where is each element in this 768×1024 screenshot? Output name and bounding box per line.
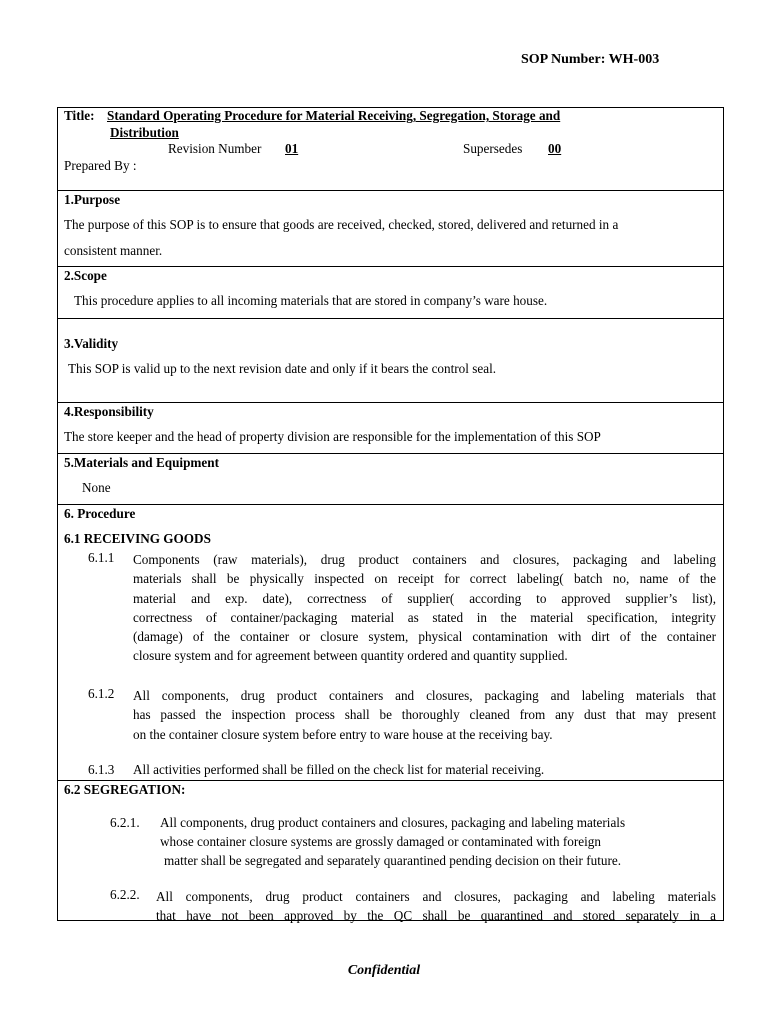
- receiving-item-6-1-2: [133, 686, 716, 744]
- segregation-item-6-2-2: [156, 887, 716, 926]
- segregation-item-6-2-1-line3: matter shall be segregated and separately quarantined pending decision on their future.: [164, 853, 621, 868]
- divider: [57, 453, 724, 454]
- item-number: 6.2.1.: [110, 815, 140, 830]
- item-line: has passed the inspection process shall be thoroughly cleaned from any dust that may present: [133, 707, 716, 723]
- divider: [57, 780, 724, 781]
- item-line: material and exp. date), correctness of supplier( according to approved supplier’s list),: [133, 590, 716, 606]
- item-number: 6.1.1: [88, 550, 115, 565]
- footer-confidential: Confidential: [347, 963, 421, 978]
- segregation-item-6-2-1-line1: All components, drug product containers and closures, packaging and labeling materials: [160, 815, 626, 830]
- procedure-heading: 6. Procedure: [64, 506, 136, 521]
- item-number: 6.1.2: [88, 686, 115, 701]
- item-line: materials shall be physically inspected on receipt for correct labeling( batch no, name of the: [133, 571, 716, 587]
- prepared-by: Prepared By :: [64, 158, 137, 173]
- materials-text: None: [82, 480, 111, 495]
- purpose-heading: 1.Purpose: [64, 192, 121, 207]
- item-line: closure system and for agreement between quantity ordered and quantity supplied.: [133, 648, 568, 664]
- receiving-heading: 6.1 RECEIVING GOODS: [64, 531, 211, 546]
- item-line: correctness of container/packaging material as stated in the material specification, integrity: [133, 609, 716, 625]
- title-text-line2: Distribution: [110, 125, 179, 140]
- item-line: on the container closure system before entry to ware house at the receiving bay.: [133, 726, 553, 742]
- purpose-text-line1: The purpose of this SOP is to ensure that goods are received, checked, stored, delivered and returned in a: [64, 217, 619, 232]
- validity-heading: 3.Validity: [64, 336, 119, 351]
- item-number: 6.1.3: [88, 762, 115, 777]
- item-line: (damage) of the container or closure system, physical contamination with dirt of the container: [133, 629, 716, 645]
- divider: [57, 402, 724, 403]
- receiving-item-6-1-3: All activities performed shall be filled on the check list for material receiving.: [133, 762, 545, 777]
- divider: [57, 318, 724, 319]
- responsibility-text: The store keeper and the head of property division are responsible for the implementation of this SOP: [64, 429, 601, 444]
- supersedes-value: 00: [548, 141, 562, 156]
- supersedes-label: Supersedes: [463, 141, 523, 156]
- scope-text: This procedure applies to all incoming materials that are stored in company’s ware house.: [74, 293, 548, 308]
- item-line: All components, drug product containers and closures, packaging and labeling materials: [156, 889, 716, 904]
- responsibility-heading: 4.Responsibility: [64, 404, 154, 419]
- divider: [57, 190, 724, 191]
- title-label: Title:: [64, 108, 95, 123]
- revision-label: Revision Number: [168, 141, 262, 156]
- divider: [57, 266, 724, 267]
- divider: [57, 504, 724, 505]
- scope-heading: 2.Scope: [64, 268, 107, 283]
- title-text-line1: Standard Operating Procedure for Material Receiving, Segregation, Storage and: [107, 108, 561, 123]
- segregation-heading: 6.2 SEGREGATION:: [64, 782, 186, 797]
- item-number: 6.2.2.: [110, 887, 140, 902]
- item-line: that have not been approved by the QC shall be quarantined and stored separately in a: [156, 908, 716, 924]
- validity-text: This SOP is valid up to the next revision date and only if it bears the control seal.: [68, 361, 497, 376]
- segregation-item-6-2-1-line2: whose container closure systems are grossly damaged or contaminated with foreign: [160, 834, 601, 849]
- sop-number: SOP Number: WH-003: [521, 52, 660, 67]
- revision-value: 01: [285, 141, 299, 156]
- item-line: All components, drug product containers and closures, packaging and labeling materials that: [133, 688, 716, 703]
- purpose-text-line2: consistent manner.: [64, 243, 163, 258]
- receiving-item-6-1-1: [133, 550, 716, 666]
- materials-heading: 5.Materials and Equipment: [64, 455, 219, 470]
- item-line: Components (raw materials), drug product containers and closures, packaging and labeling: [133, 552, 716, 567]
